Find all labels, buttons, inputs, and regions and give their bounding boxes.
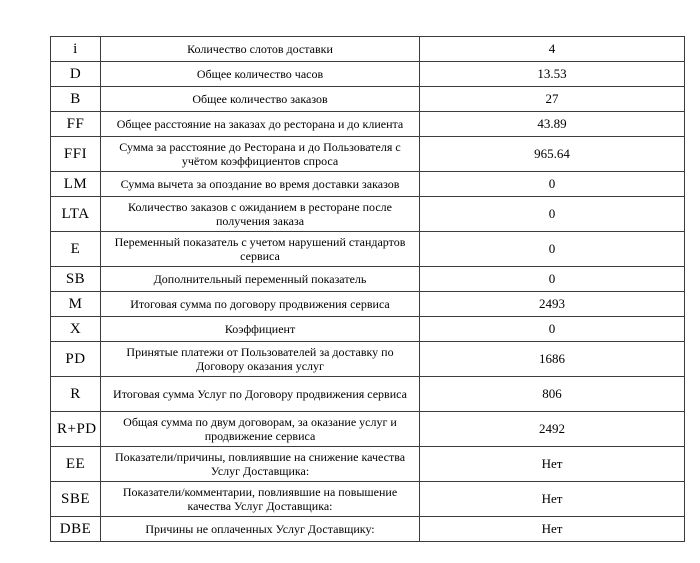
value-cell: 0 [420,197,685,232]
description-cell: Общая сумма по двум договорам, за оказание услуг и продвижение сервиса [101,412,420,447]
value-cell: 2493 [420,292,685,317]
description-cell: Сумма вычета за опоздание во время доставки заказов [101,172,420,197]
description-cell: Причины не оплаченных Услуг Доставщику: [101,517,420,542]
code-cell: B [51,87,101,112]
table-row [51,37,685,62]
value-cell: Нет [420,517,685,542]
value-cell: 0 [420,172,685,197]
code-cell: D [51,62,101,87]
code-cell: E [51,232,101,267]
value-cell: Нет [420,447,685,482]
description-cell: Сумма за расстояние до Ресторана и до Пользователя с учётом коэффициентов спроса [101,137,420,172]
value-cell: 965.64 [420,137,685,172]
code-cell: i [51,37,101,62]
value-cell: 27 [420,87,685,112]
description-cell: Показатели/комментарии, повлиявшие на повышение качества Услуг Доставщика: [101,482,420,517]
description-cell: Дополнительный переменный показатель [101,267,420,292]
table-row [51,112,685,137]
description-cell: Общее расстояние на заказах до ресторана и до клиента [101,112,420,137]
description-cell: Количество слотов доставки [101,37,420,62]
table-row [51,267,685,292]
table-row [51,87,685,112]
value-cell: 806 [420,377,685,412]
table-row [51,447,685,482]
value-cell: 1686 [420,342,685,377]
table-row [51,232,685,267]
code-cell: M [51,292,101,317]
table-row [51,412,685,447]
description-cell: Итоговая сумма Услуг по Договору продвижения сервиса [101,377,420,412]
description-cell: Переменный показатель с учетом нарушений стандартов сервиса [101,232,420,267]
code-cell: LM [51,172,101,197]
table-row [51,137,685,172]
code-cell: R [51,377,101,412]
table-row [51,377,685,412]
table-row [51,317,685,342]
code-cell: FF [51,112,101,137]
description-cell: Общее количество часов [101,62,420,87]
code-cell: X [51,317,101,342]
code-cell: SBE [51,482,101,517]
description-cell: Показатели/причины, повлиявшие на снижение качества Услуг Доставщика: [101,447,420,482]
description-cell: Принятые платежи от Пользователей за доставку по Договору оказания услуг [101,342,420,377]
table-row [51,482,685,517]
description-cell: Количество заказов с ожиданием в ресторане после получения заказа [101,197,420,232]
value-cell: 4 [420,37,685,62]
table-row [51,292,685,317]
table-row [51,517,685,542]
value-cell: 43.89 [420,112,685,137]
code-cell: FFI [51,137,101,172]
code-cell: R+PD [51,412,101,447]
description-cell: Итоговая сумма по договору продвижения сервиса [101,292,420,317]
table-row [51,197,685,232]
metrics-table [50,36,685,542]
value-cell: 0 [420,267,685,292]
value-cell: 13.53 [420,62,685,87]
table-row [51,172,685,197]
code-cell: SB [51,267,101,292]
value-cell: Нет [420,482,685,517]
code-cell: DBE [51,517,101,542]
code-cell: EE [51,447,101,482]
table-row [51,342,685,377]
value-cell: 2492 [420,412,685,447]
value-cell: 0 [420,232,685,267]
code-cell: LTA [51,197,101,232]
code-cell: PD [51,342,101,377]
description-cell: Общее количество заказов [101,87,420,112]
description-cell: Коэффициент [101,317,420,342]
value-cell: 0 [420,317,685,342]
table-row [51,62,685,87]
